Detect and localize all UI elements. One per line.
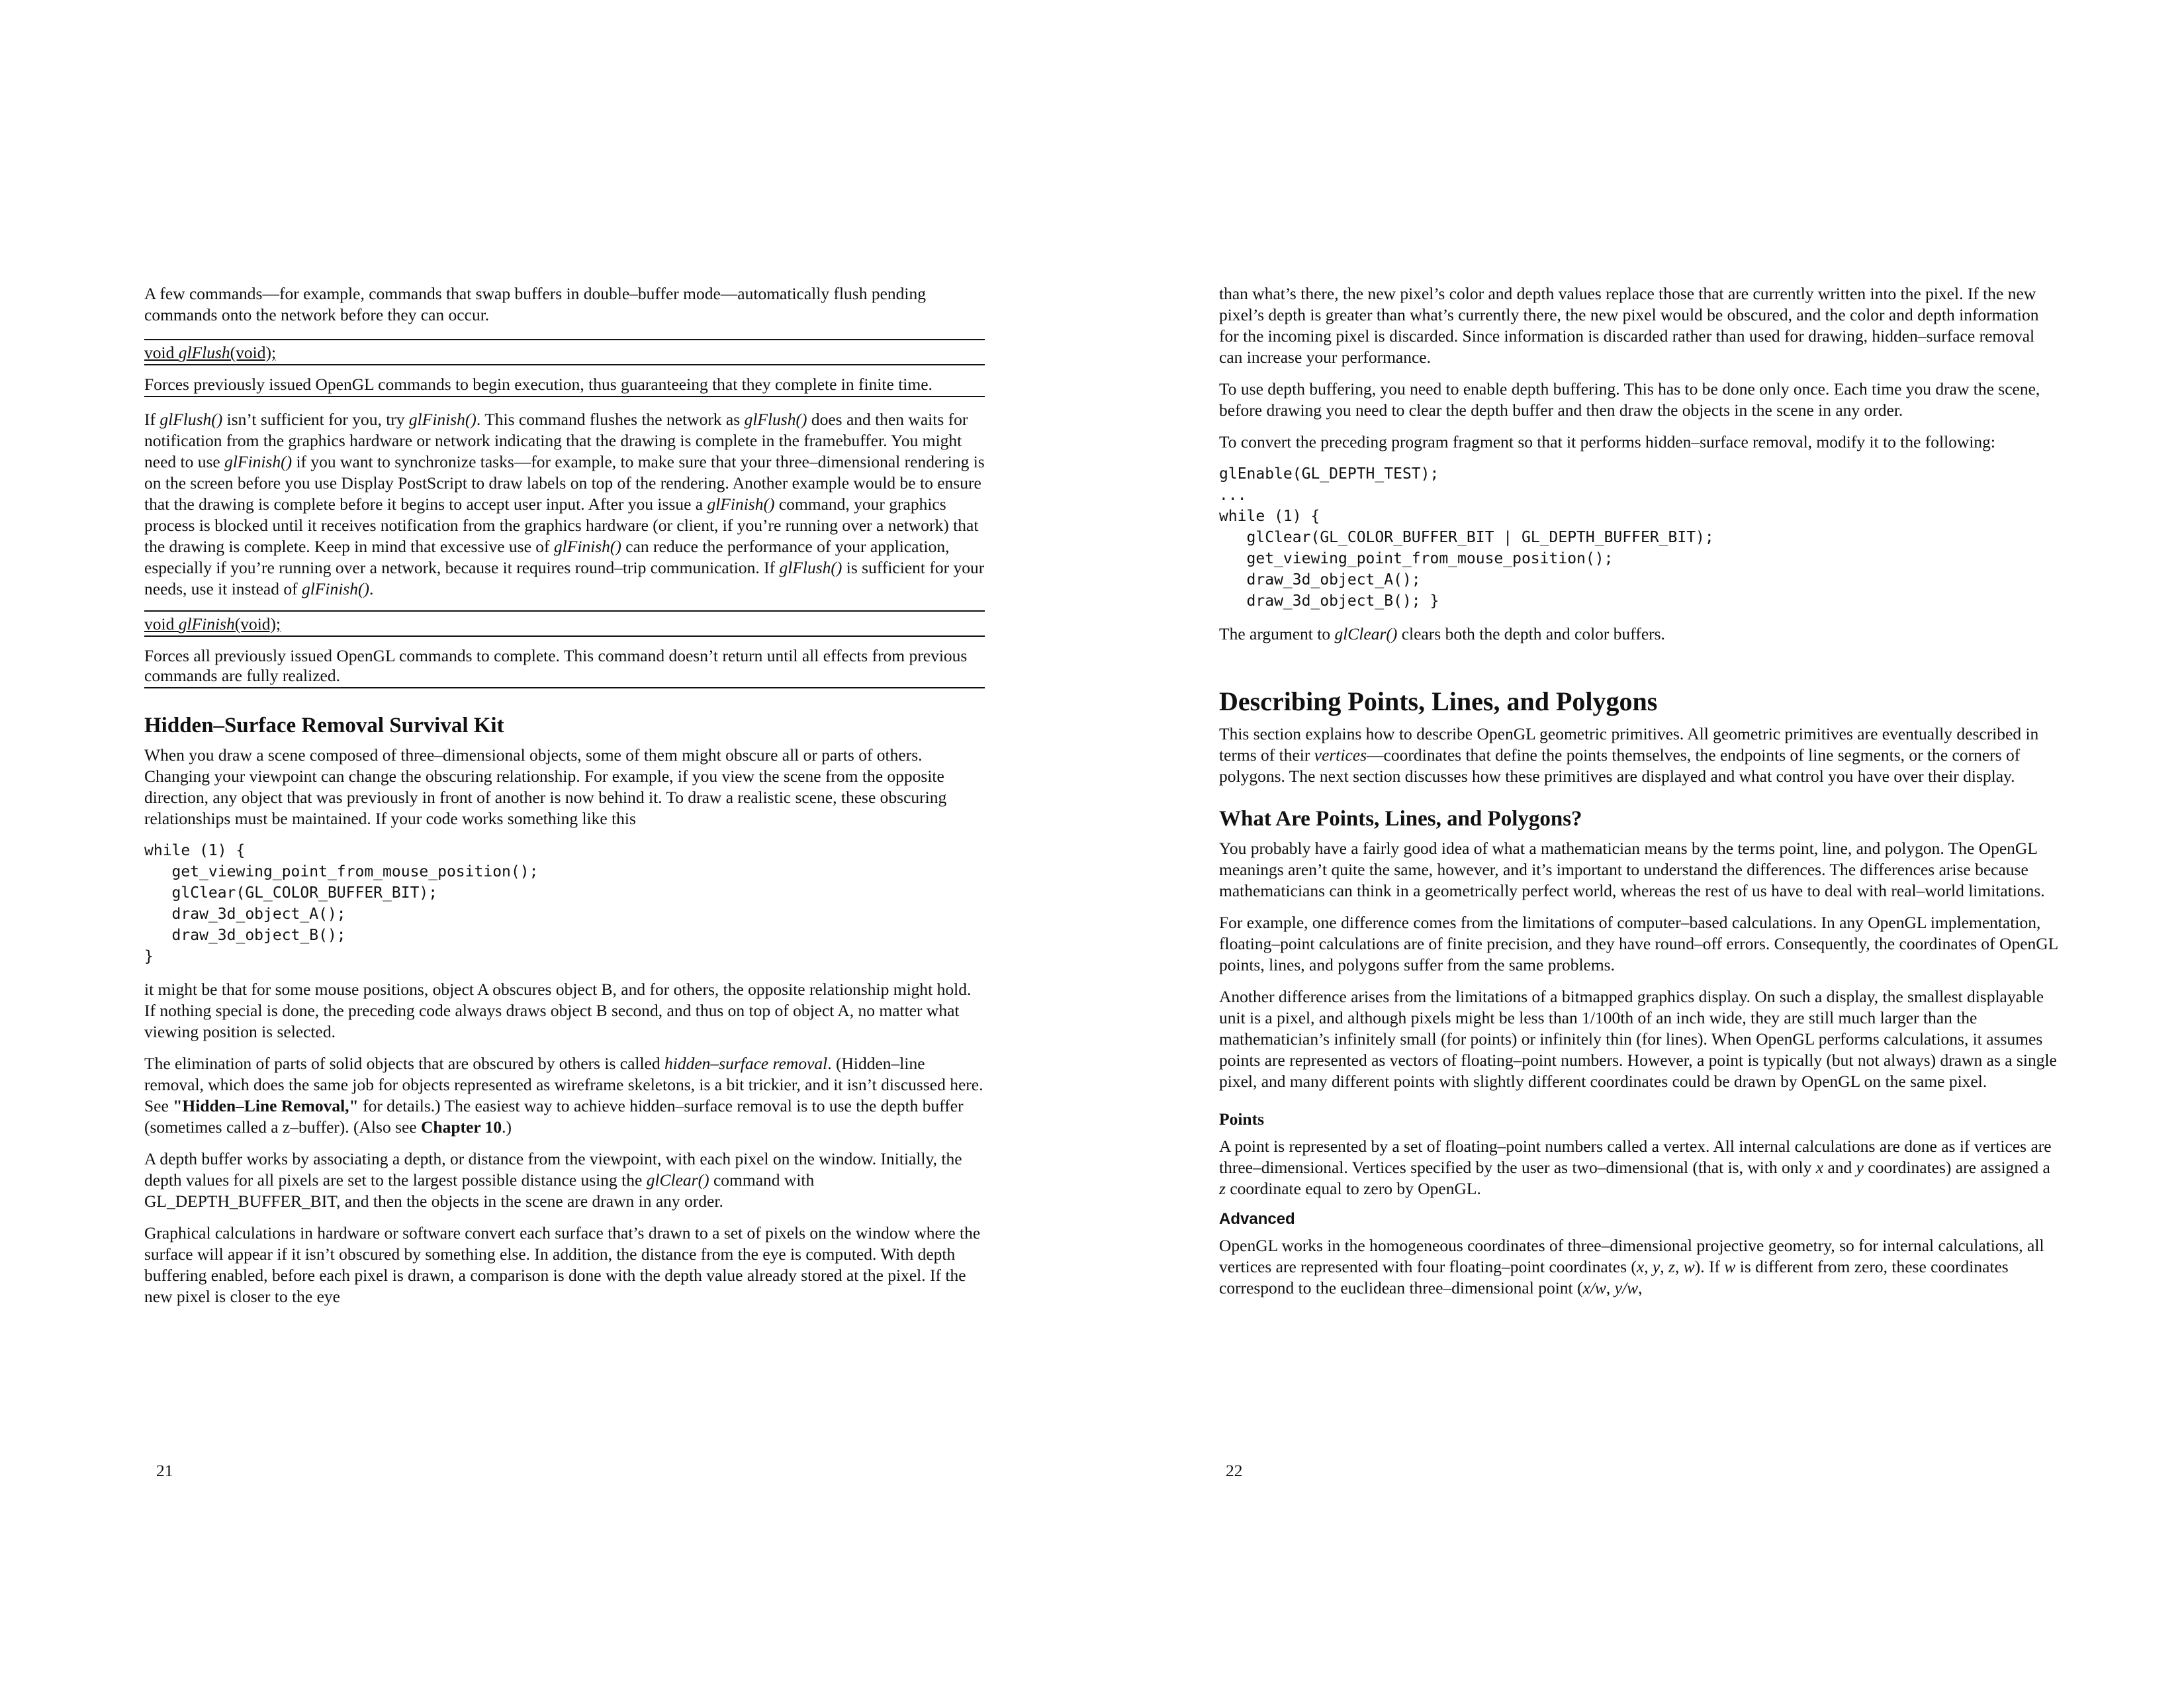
prototype-name: glFlush xyxy=(178,343,230,362)
text-run: If xyxy=(144,410,160,429)
text-run: and xyxy=(1823,1158,1856,1177)
code-block: while (1) { get_viewing_point_from_mouse_position(); glClear(GL_COLOR_BUFFER_BIT); draw_3d_object_A(); draw_3d_object_B(); } xyxy=(144,842,539,965)
text-run: , xyxy=(1606,1278,1615,1297)
italic-run: vertices xyxy=(1314,745,1367,765)
text-run: OpenGL works in the homogeneous coordinates of three–dimensional projective geometry, so for internal calculations, all vertices are represented with four floating–point coordinates ( xyxy=(1219,1236,2044,1276)
text-run: —coordinates that define the points themselves, the endpoints of line segments, or the corners of polygons. The next section discusses how these primitives are displayed and what control you have over their display. xyxy=(1219,745,2021,786)
subsection-heading: What Are Points, Lines, and Polygons? xyxy=(1219,807,1582,831)
text-run: if you want to synchronize tasks—for example, to make sure that your three–dimensional rendering is on the screen before you use Display PostScript to draw labels on top of the rendering. Another example would be to ensure that the drawing is complete before it begins to accept user input. After you issue a xyxy=(144,452,985,514)
text-run: . This command flushes the network as xyxy=(476,410,745,429)
paragraph xyxy=(144,409,985,600)
prototype-args: (void); xyxy=(230,343,277,362)
rule xyxy=(144,396,985,397)
paragraph: A few commands—for example, commands that swap buffers in double–buffer mode—automatically flush pending commands onto the network before they can occur. xyxy=(144,284,926,324)
text-run: The argument to xyxy=(1219,624,1335,643)
italic-run: glClear() xyxy=(1334,624,1398,643)
bold-run: Chapter 10 xyxy=(421,1117,502,1137)
text-run: A depth buffer works by associating a depth, or distance from the viewpoint, with each pixel on the window. Initially, the depth values for all pixels are set to the largest possible distance using the xyxy=(144,1149,962,1190)
paragraph: Graphical calculations in hardware or software convert each surface that’s drawn to a set of pixels on the window where the surface will appear if it isn’t obscured by something else. In addition, the distance from the eye is computed. With depth buffering enabled, before each pixel is drawn, a comparison is done with the depth value already stored at the pixel. If the new pixel is closer to the eye xyxy=(144,1223,981,1306)
paragraph xyxy=(1219,1136,2060,1199)
paragraph: than what’s there, the new pixel’s color and depth values replace those that are currently written into the pixel. If the new pixel’s depth is greater than what’s currently there, the new pixel would be obscured, and the color and depth information for the incoming pixel is discarded. Since information is discarded rather than used for drawing, hidden–surface removal can increase your performance. xyxy=(1219,284,2039,367)
text-run: is different from zero, these coordinates correspond to the euclidean three–dimensional point ( xyxy=(1219,1257,2009,1297)
paragraph xyxy=(1219,724,2060,787)
italic-run: glFlush() xyxy=(744,410,807,429)
text-run: , xyxy=(1638,1278,1643,1297)
page-number: 21 xyxy=(156,1461,173,1480)
text-run: can reduce the performance of your application, especially if you’re running over a network, because it requires round–trip communication. If xyxy=(144,537,950,577)
italic-run: glFinish() xyxy=(553,537,621,556)
italic-run: x/w xyxy=(1582,1278,1606,1297)
text-run: , xyxy=(1674,1257,1684,1276)
paragraph xyxy=(144,1053,985,1138)
function-prototype xyxy=(144,614,985,634)
function-description: Forces all previously issued OpenGL commands to complete. This command doesn’t return until all effects from previous commands are fully realized. xyxy=(144,646,968,685)
italic-run: y/w xyxy=(1614,1278,1639,1297)
bold-run: "Hidden–Line Removal," xyxy=(173,1096,359,1115)
chapter-section-heading: Describing Points, Lines, and Polygons xyxy=(1219,686,1658,716)
paragraph: Another difference arises from the limitations of a bitmapped graphics display. On such a display, the smallest displayable unit is a pixel, and although pixels might be less than 1/100th of an inch wide, they are still much larger than the mathematician’s infinitely small (for points) or infinitely thin (for lines). When OpenGL performs calculations, it assumes points are represented as vectors of floating–point numbers. However, a point is typically (but not always) drawn as a single pixel, and many different points with slightly different coordinates could be drawn by OpenGL on the same pixel. xyxy=(1219,987,2057,1091)
rule xyxy=(144,339,985,340)
rule xyxy=(144,635,985,637)
paragraph xyxy=(1219,1235,2060,1299)
text-run: isn’t sufficient for you, try xyxy=(222,410,409,429)
prototype-name: glFinish xyxy=(178,614,235,633)
text-run: clears both the depth and color buffers. xyxy=(1397,624,1665,643)
prototype-type: void xyxy=(144,343,179,362)
text-run: is sufficient for your needs, use it instead of xyxy=(144,558,985,598)
text-run: . (Hidden–line removal, which does the same job for objects represented as wireframe skeletons, is a bit trickier, and it isn’t discussed here. See xyxy=(144,1054,983,1115)
paragraph xyxy=(1219,624,2060,645)
italic-run: y xyxy=(1856,1158,1864,1177)
text-run: for details.) The easiest way to achieve hidden–surface removal is to use the depth buffer (sometimes called a z–buffer). (Also see xyxy=(144,1096,964,1137)
code-block: glEnable(GL_DEPTH_TEST); ... while (1) { glClear(GL_COLOR_BUFFER_BIT | GL_DEPTH_BUFFER_BIT); get_viewing_point_from_mouse_position(); draw_3d_object_A(); draw_3d_object_B(); } xyxy=(1219,465,1714,610)
right-column xyxy=(1219,283,2060,1309)
rule xyxy=(144,610,985,612)
paragraph xyxy=(144,1149,985,1212)
page-number: 22 xyxy=(1226,1461,1243,1480)
paragraph: To convert the preceding program fragment so that it performs hidden–surface removal, modify it to the following: xyxy=(1219,432,1995,451)
italic-run: hidden–surface removal xyxy=(664,1054,828,1073)
left-column xyxy=(144,283,985,1318)
italic-run: glFinish() xyxy=(301,579,369,598)
italic-run: w xyxy=(1724,1257,1736,1276)
rule xyxy=(144,364,985,365)
section-heading: Hidden–Surface Removal Survival Kit xyxy=(144,714,504,737)
italic-run: x xyxy=(1636,1257,1645,1276)
paragraph: You probably have a fairly good idea of what a mathematician means by the terms point, line, and polygon. The OpenGL meanings aren’t quite the same, however, and it’s important to understand the differences. The differences arise because mathematicians can think in a geometrically perfect world, whereas the rest of us have to deal with real–world limitations. xyxy=(1219,839,2045,900)
paragraph: When you draw a scene composed of three–dimensional objects, some of them might obscure all or parts of others. Changing your viewpoint can change the obscuring relationship. For example, if you view the scene from the opposite direction, any object that was previously in front of another is now behind it. To draw a realistic scene, these obscuring relationships must be maintained. If your code works something like this xyxy=(144,745,947,828)
text-run: . xyxy=(369,579,374,598)
italic-run: x xyxy=(1815,1158,1824,1177)
italic-run: glClear() xyxy=(646,1170,709,1190)
text-run: command, your graphics process is blocked until it receives notification from the graphics hardware (or client, if you’re running over a network) that the drawing is complete. Keep in mind that excessive use of xyxy=(144,494,979,556)
function-prototype xyxy=(144,343,985,363)
prototype-args: (void); xyxy=(234,614,281,633)
text-run: The elimination of parts of solid objects that are obscured by others is called xyxy=(144,1054,665,1073)
paragraph: To use depth buffering, you need to enable depth buffering. This has to be done only once. Each time you draw the scene, before drawing you need to clear the depth buffer and then draw the objects in the scene in any order. xyxy=(1219,379,2040,420)
italic-run: y xyxy=(1652,1257,1661,1276)
italic-run: glFinish() xyxy=(707,494,775,514)
advanced-label: Advanced xyxy=(1219,1210,1295,1228)
text-run: does and then waits for notification from the graphics hardware or network indicating that the drawing is complete in the framebuffer. You might need to use xyxy=(144,410,968,471)
function-description: Forces previously issued OpenGL commands to begin execution, thus guaranteeing that they complete in finite time. xyxy=(144,375,933,394)
text-run: coordinates) are assigned a xyxy=(1864,1158,2050,1177)
paragraph: it might be that for some mouse positions, object A obscures object B, and for others, the opposite relationship might hold. If nothing special is done, the preceding code always draws object B second, and thus on top of object A, no matter what viewing position is selected. xyxy=(144,980,972,1041)
text-run: , xyxy=(1644,1257,1653,1276)
italic-run: glFlush() xyxy=(779,558,842,577)
italic-run: glFinish() xyxy=(408,410,477,429)
prototype-type: void xyxy=(144,614,179,633)
italic-run: z xyxy=(1219,1179,1226,1198)
paragraph: For example, one difference comes from the limitations of computer–based calculations. In any OpenGL implementation, floating–point calculations are of finite precision, and they have round–off errors. Consequently, the coordinates of OpenGL points, lines, and polygons suffer from the same problems. xyxy=(1219,913,2058,974)
text-run: A point is represented by a set of floating–point numbers called a vertex. All internal calculations are done as if vertices are three–dimensional. Vertices specified by the user as two–dimensional (that is, with only xyxy=(1219,1137,2052,1177)
text-run: This section explains how to describe OpenGL geometric primitives. All geometric primitives are eventually described in terms of their xyxy=(1219,724,2039,765)
text-run: command with GL_DEPTH_BUFFER_BIT, and then the objects in the scene are drawn in any order. xyxy=(144,1170,815,1211)
italic-run: glFlush() xyxy=(159,410,223,429)
italic-run: w xyxy=(1683,1257,1695,1276)
text-run: coordinate equal to zero by OpenGL. xyxy=(1225,1179,1481,1198)
text-run: , xyxy=(1660,1257,1669,1276)
minor-heading: Points xyxy=(1219,1109,1265,1129)
rule xyxy=(144,687,985,688)
text-run: .) xyxy=(502,1117,512,1137)
italic-run: z xyxy=(1668,1257,1675,1276)
text-run: ). If xyxy=(1694,1257,1725,1276)
italic-run: glFinish() xyxy=(224,452,293,471)
